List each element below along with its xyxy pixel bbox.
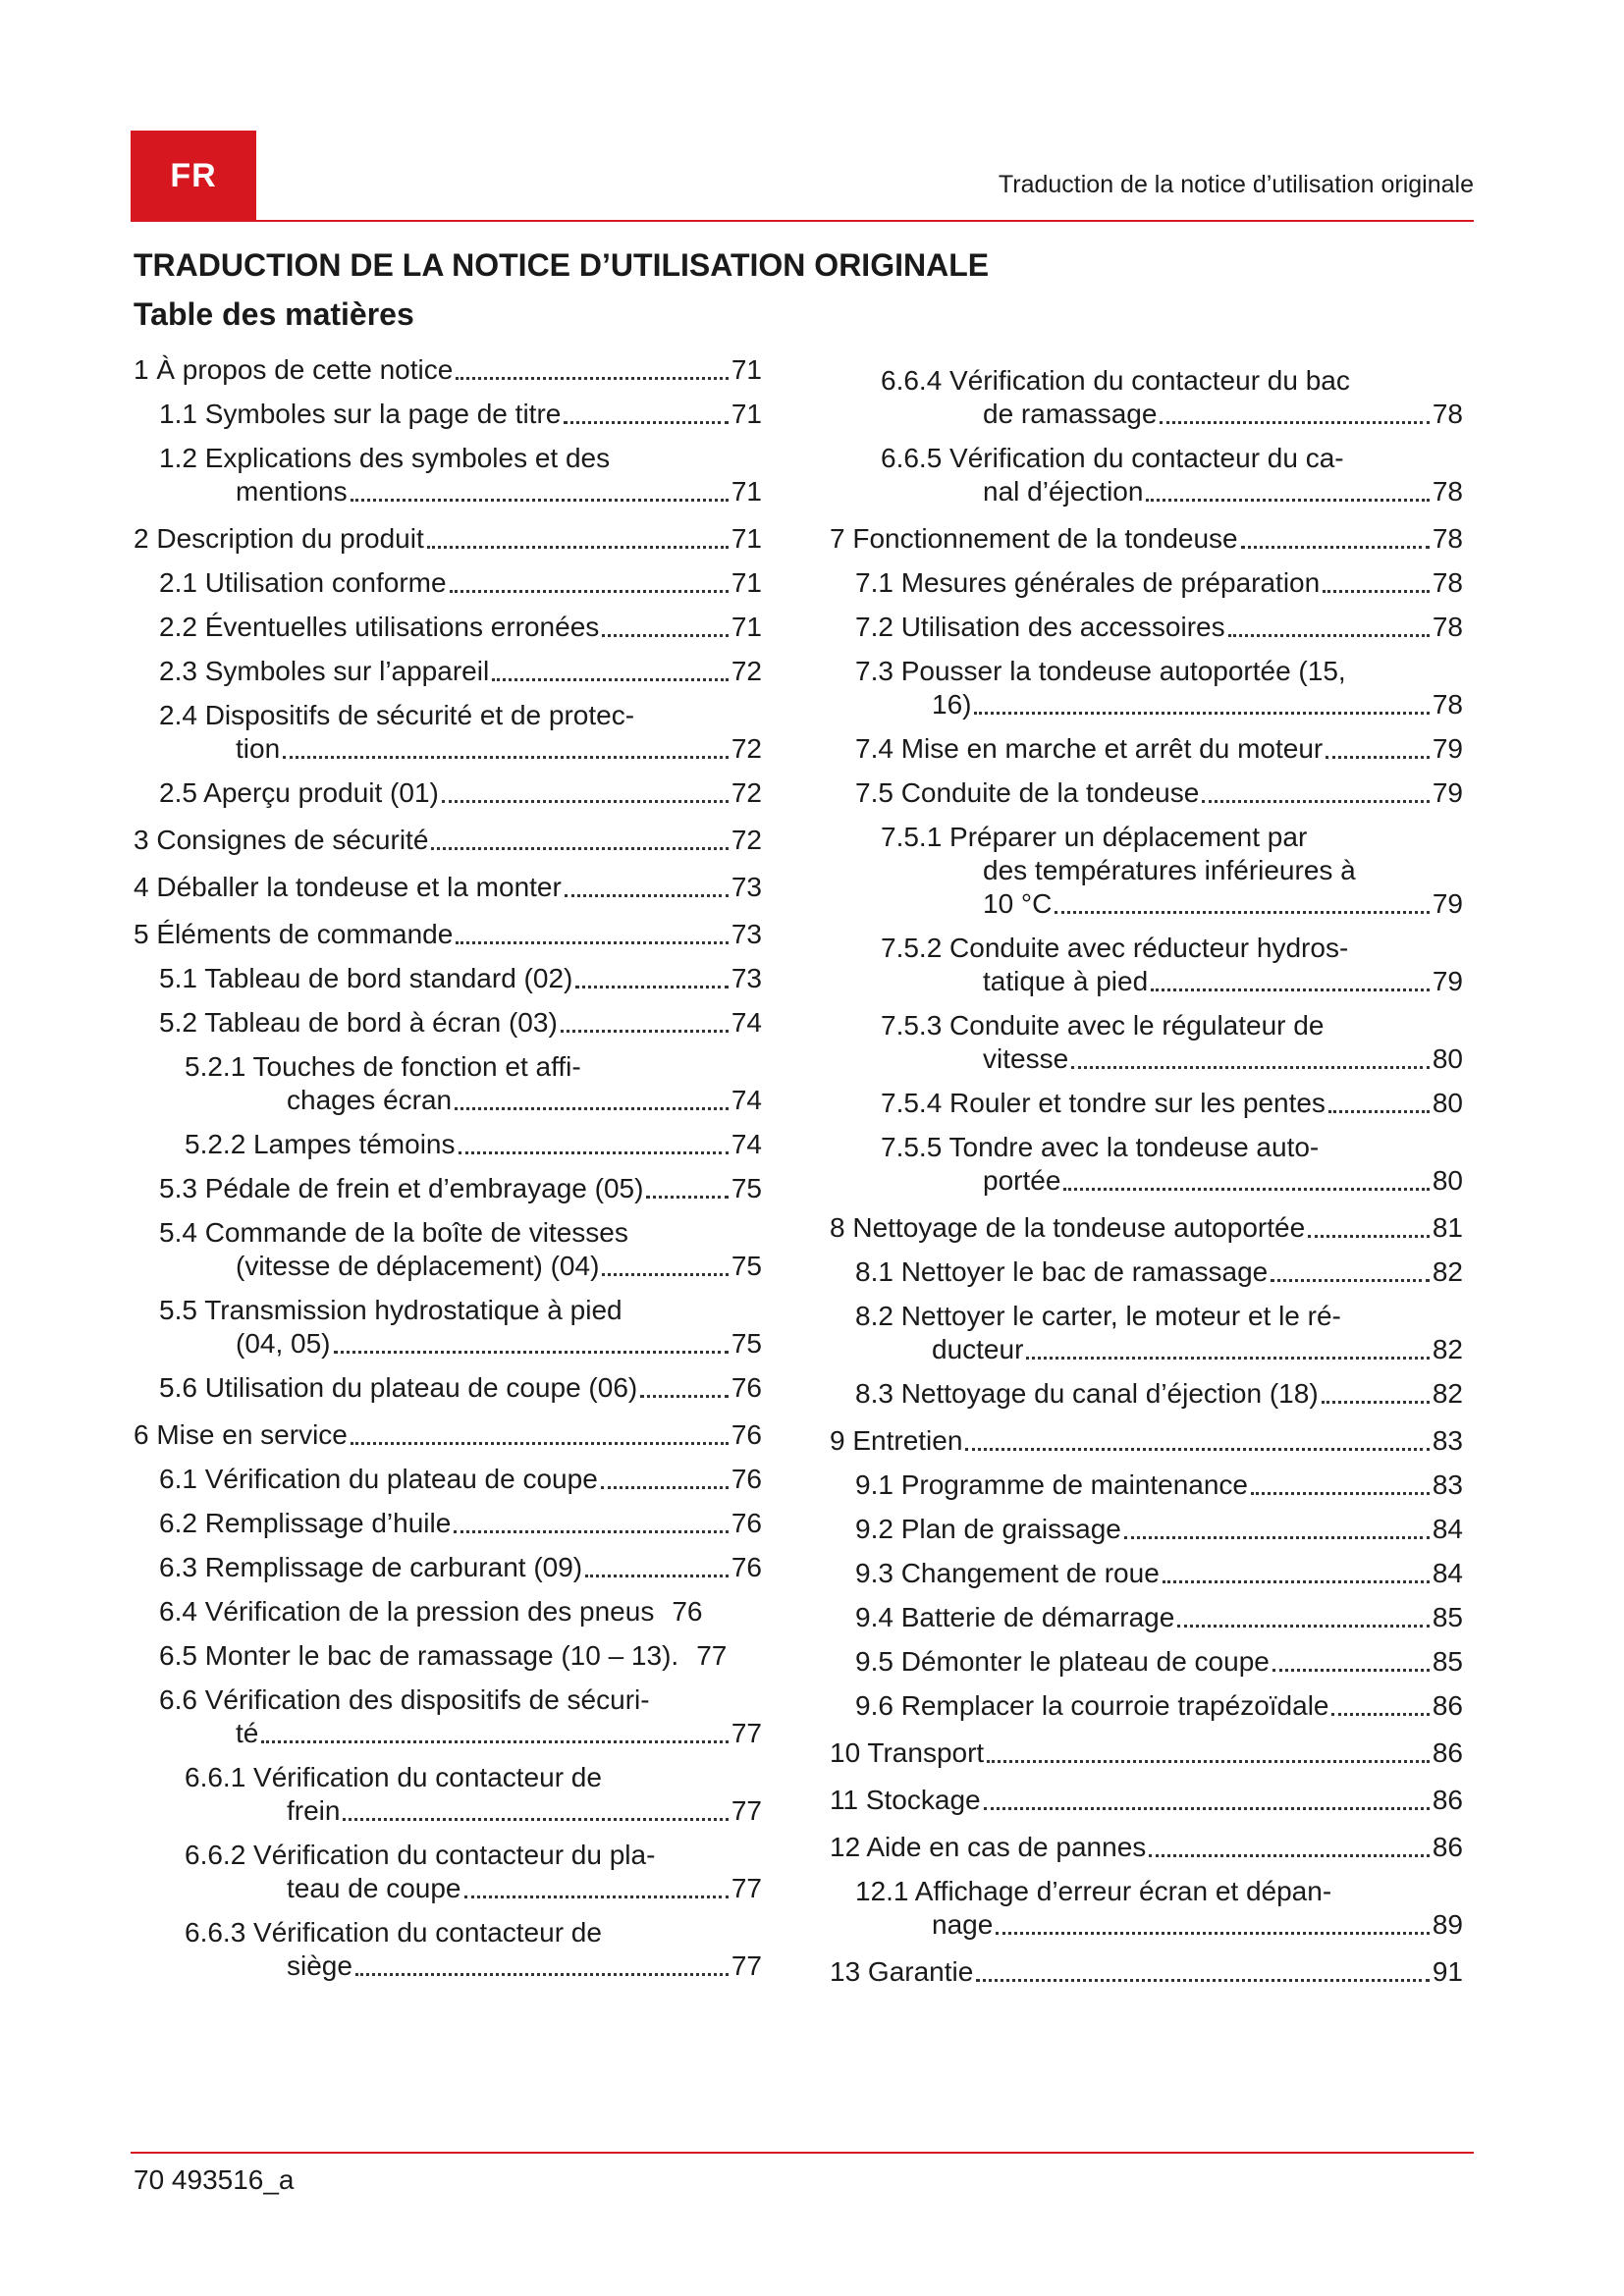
toc-entry-title: 2.3 Symboles sur l’appareil xyxy=(159,656,490,686)
toc-entry[interactable] xyxy=(830,776,1463,810)
toc-entry[interactable] xyxy=(134,1551,762,1584)
toc-entry-title: 9 Entretien xyxy=(830,1425,963,1456)
toc-entry-title: 2.5 Aperçu produit (01) xyxy=(159,777,439,808)
toc-page-number: 71 xyxy=(731,612,762,642)
toc-entry[interactable] xyxy=(830,1875,1463,1942)
toc-entry[interactable] xyxy=(134,776,762,810)
toc-entry-title: 9.1 Programme de maintenance xyxy=(855,1469,1248,1500)
toc-leader-dots xyxy=(492,678,729,681)
toc-entry-last-line xyxy=(855,1333,1463,1366)
toc-entry[interactable] xyxy=(830,1009,1463,1076)
toc-leader-dots xyxy=(1308,1235,1430,1238)
toc-page-number: 77 xyxy=(731,1950,762,1981)
toc-entry-title: 5.2.1 Touches de fonction et affi- xyxy=(185,1051,581,1082)
toc-page-number: 75 xyxy=(731,1328,762,1359)
toc-entry[interactable] xyxy=(830,1377,1463,1411)
toc-entry-title: 5.4 Commande de la boîte de vitesses xyxy=(159,1217,628,1248)
toc-heading: Table des matières xyxy=(134,296,414,332)
toc-entry-last-line xyxy=(881,398,1463,431)
toc-entry-title-end: (vitesse de déplacement) (04) xyxy=(236,1251,600,1281)
toc-entry[interactable] xyxy=(830,1784,1463,1817)
toc-entry-title: 6.6 Vérification des dispositifs de sécuri- xyxy=(159,1684,650,1715)
toc-leader-dots xyxy=(1323,590,1430,593)
toc-entry-last-line xyxy=(855,1908,1463,1942)
toc-page-number: 74 xyxy=(731,1007,762,1038)
toc-entry[interactable] xyxy=(830,1255,1463,1289)
document-number: 70 493516_a xyxy=(134,2164,295,2195)
toc-entry-title: 5.6 Utilisation du plateau de coupe (06) xyxy=(159,1372,638,1403)
toc-entry-title: 6.1 Vérification du plateau de coupe xyxy=(159,1464,598,1494)
toc-leader-dots xyxy=(1071,1066,1430,1069)
toc-leader-dots xyxy=(561,1030,729,1033)
toc-entry-title: 5.2.2 Lampes témoins xyxy=(185,1129,456,1159)
toc-entry[interactable] xyxy=(134,1761,762,1828)
toc-leader-dots xyxy=(456,941,729,944)
toc-leader-dots xyxy=(1328,1110,1430,1113)
toc-leader-dots xyxy=(601,1486,729,1489)
toc-entry[interactable] xyxy=(830,611,1463,644)
toc-page-number: 74 xyxy=(731,1085,762,1115)
toc-entry-title: 6.6.4 Vérification du contacteur du bac xyxy=(881,365,1350,396)
toc-leader-dots xyxy=(343,1818,728,1821)
toc-entry-last-line xyxy=(881,475,1463,508)
toc-entry[interactable] xyxy=(134,1371,762,1405)
toc-entry-title: 12 Aide en cas de pannes xyxy=(830,1832,1147,1862)
toc-entry-title: 6.2 Remplissage d’huile xyxy=(159,1508,452,1538)
toc-entry-title-end: tatique à pied xyxy=(983,966,1149,996)
toc-entry-title: 9.2 Plan de graissage xyxy=(855,1514,1121,1544)
toc-entry-title: 9.4 Batterie de démarrage xyxy=(855,1602,1175,1632)
toc-entry-last-line xyxy=(159,1327,762,1361)
toc-leader-dots xyxy=(442,800,729,803)
toc-page-number: 86 xyxy=(1432,1690,1463,1721)
toc-page-number: 72 xyxy=(731,656,762,686)
toc-leader-dots xyxy=(1251,1492,1430,1495)
toc-entry-title: 8.1 Nettoyer le bac de ramassage xyxy=(855,1256,1269,1287)
toc-entry[interactable] xyxy=(830,1513,1463,1546)
toc-entry[interactable] xyxy=(134,1683,762,1750)
toc-entry-last-line xyxy=(881,1042,1463,1076)
toc-entry-title: 2.4 Dispositifs de sécurité et de protec- xyxy=(159,700,635,730)
toc-leader-dots xyxy=(1055,911,1430,914)
toc-leader-dots xyxy=(646,1196,728,1199)
toc-page-number: 79 xyxy=(1432,777,1463,808)
toc-leader-dots xyxy=(996,1932,1430,1935)
toc-entry[interactable] xyxy=(134,1006,762,1040)
toc-entry-last-line xyxy=(185,1794,762,1828)
toc-page-number: 76 xyxy=(731,1419,762,1450)
toc-entry[interactable] xyxy=(830,1211,1463,1245)
toc-entry[interactable] xyxy=(134,566,762,600)
toc-entry-title-end: nage xyxy=(932,1909,994,1940)
toc-entry[interactable] xyxy=(830,932,1463,998)
toc-page-number: 85 xyxy=(1432,1602,1463,1632)
toc-page-number: 84 xyxy=(1432,1514,1463,1544)
toc-entry-last-line xyxy=(881,887,1463,921)
toc-entry[interactable] xyxy=(830,1831,1463,1864)
toc-entry-title: 7.5.1 Préparer un déplacement par xyxy=(881,822,1308,852)
toc-page-number: 71 xyxy=(731,476,762,507)
toc-entry[interactable] xyxy=(134,1050,762,1117)
toc-leader-dots xyxy=(1177,1625,1430,1628)
toc-entry-last-line xyxy=(855,688,1463,721)
toc-entry[interactable] xyxy=(830,442,1463,508)
toc-entry-title-end: siège xyxy=(287,1950,352,1981)
toc-entry-title: 13 Garantie xyxy=(830,1956,974,1987)
toc-entry[interactable] xyxy=(134,962,762,995)
toc-entry-title: 6.6.3 Vérification du contacteur de xyxy=(185,1917,602,1948)
toc-entry-title-end: 16) xyxy=(932,689,972,720)
toc-entry-last-line xyxy=(159,1250,762,1283)
toc-page-number: 76 xyxy=(731,1508,762,1538)
toc-leader-dots xyxy=(1241,546,1430,549)
toc-page-number: 72 xyxy=(731,825,762,855)
toc-entry-title-end: tion xyxy=(236,733,281,764)
toc-entry-title: 1.1 Symboles sur la page de titre xyxy=(159,399,562,429)
toc-leader-dots xyxy=(564,421,729,424)
toc-page-number: 75 xyxy=(731,1251,762,1281)
toc-entry-title-end: mentions xyxy=(236,476,348,507)
toc-entry[interactable] xyxy=(830,566,1463,600)
toc-leader-dots xyxy=(1326,756,1430,759)
toc-entry-title: 10 Transport xyxy=(830,1737,985,1768)
toc-entry[interactable] xyxy=(830,1087,1463,1120)
toc-entry-title-end: vitesse xyxy=(983,1043,1069,1074)
toc-leader-dots xyxy=(427,546,729,549)
toc-leader-dots xyxy=(1026,1357,1429,1360)
toc-page-number: 82 xyxy=(1432,1378,1463,1409)
toc-page-number: 73 xyxy=(731,963,762,993)
toc-entry-title: 9.3 Changement de roue xyxy=(855,1558,1160,1588)
toc-leader-dots xyxy=(1272,1669,1430,1672)
toc-page-number: 80 xyxy=(1432,1043,1463,1074)
toc-leader-dots xyxy=(1271,1279,1430,1282)
toc-entry-title: 6.3 Remplissage de carburant (09) xyxy=(159,1552,583,1582)
toc-entry-title-continued: des températures inférieures à xyxy=(983,855,1356,885)
toc-page-number: 77 xyxy=(731,1873,762,1903)
toc-leader-dots xyxy=(1163,1580,1430,1583)
toc-entry-title-end: teau de coupe xyxy=(287,1873,461,1903)
toc-page-number: 85 xyxy=(1432,1646,1463,1677)
toc-entry-last-line xyxy=(159,732,762,766)
toc-entry-title: 8.3 Nettoyage du canal d’éjection (18) xyxy=(855,1378,1319,1409)
header-divider xyxy=(131,220,1474,222)
toc-entry-title: 8 Nettoyage de la tondeuse autoportée xyxy=(830,1212,1306,1243)
toc-entry-title: 6.4 Vérification de la pression des pneus xyxy=(159,1596,655,1627)
toc-leader-dots xyxy=(459,1151,729,1154)
toc-entry[interactable] xyxy=(134,824,762,857)
toc-page-number: 91 xyxy=(1432,1956,1463,1987)
toc-page-number: 72 xyxy=(731,733,762,764)
toc-entry[interactable] xyxy=(830,1424,1463,1458)
toc-page-number: 82 xyxy=(1432,1334,1463,1364)
toc-entry-title: 6 Mise en service xyxy=(134,1419,348,1450)
toc-page-number: 79 xyxy=(1432,888,1463,919)
toc-entry-title: 7.5.3 Conduite avec le régulateur de xyxy=(881,1010,1325,1041)
toc-entry-last-line xyxy=(881,1164,1463,1198)
toc-entry-title: 6.6.5 Vérification du contacteur du ca- xyxy=(881,443,1344,473)
running-header-title: Traduction de la notice d’utilisation originale xyxy=(998,171,1474,198)
toc-entry[interactable] xyxy=(830,821,1463,921)
toc-leader-dots xyxy=(984,1807,1430,1810)
toc-entry[interactable] xyxy=(830,1300,1463,1366)
toc-page-number: 83 xyxy=(1432,1469,1463,1500)
toc-leader-dots xyxy=(283,756,729,759)
toc-entry-title-end: chages écran xyxy=(287,1085,453,1115)
toc-entry[interactable] xyxy=(134,699,762,766)
toc-leader-dots xyxy=(987,1760,1430,1763)
toc-right-column xyxy=(830,353,1463,1989)
toc-left-column xyxy=(134,353,762,1983)
toc-entry[interactable] xyxy=(830,364,1463,431)
toc-entry-last-line xyxy=(159,1717,762,1750)
toc-leader-dots xyxy=(602,634,729,637)
toc-entry[interactable] xyxy=(134,522,762,556)
toc-leader-dots xyxy=(976,1979,1430,1982)
toc-entry-title: 7.5.2 Conduite avec réducteur hydros- xyxy=(881,933,1349,963)
toc-page-number: 78 xyxy=(1432,399,1463,429)
toc-leader-dots xyxy=(456,377,729,380)
toc-leader-dots xyxy=(1202,800,1430,803)
toc-leader-dots xyxy=(431,847,728,850)
toc-entry-title-end: de ramassage xyxy=(983,399,1158,429)
toc-entry[interactable] xyxy=(134,1595,762,1629)
toc-entry[interactable] xyxy=(830,1955,1463,1989)
toc-entry[interactable] xyxy=(830,1468,1463,1502)
toc-entry-title-end: portée xyxy=(983,1165,1061,1196)
toc-page-number: 79 xyxy=(1432,733,1463,764)
toc-leader-dots xyxy=(1146,499,1429,502)
toc-entry[interactable] xyxy=(134,918,762,951)
toc-page-number: 86 xyxy=(1432,1832,1463,1862)
toc-entry-title: 1 À propos de cette notice xyxy=(134,354,454,385)
toc-page-number: 71 xyxy=(731,567,762,598)
toc-page-number: 78 xyxy=(1432,567,1463,598)
toc-page-number: 86 xyxy=(1432,1785,1463,1815)
toc-leader-dots xyxy=(351,499,729,502)
toc-page-number: 76 xyxy=(672,1596,703,1627)
toc-leader-dots xyxy=(1124,1536,1430,1539)
toc-page-number: 80 xyxy=(1432,1165,1463,1196)
toc-entry[interactable] xyxy=(134,1916,762,1983)
toc-entry-title: 5.3 Pédale de frein et d’embrayage (05) xyxy=(159,1173,644,1203)
toc-page-number: 76 xyxy=(731,1464,762,1494)
toc-leader-dots xyxy=(1228,634,1430,637)
toc-entry-title: 7.4 Mise en marche et arrêt du moteur xyxy=(855,733,1324,764)
toc-leader-dots xyxy=(602,1273,728,1276)
toc-leader-dots xyxy=(1331,1713,1429,1716)
toc-entry-title-end: frein xyxy=(287,1795,341,1826)
toc-entry[interactable] xyxy=(134,353,762,387)
toc-entry[interactable] xyxy=(830,1689,1463,1723)
toc-entry-title: 7.5 Conduite de la tondeuse xyxy=(855,777,1200,808)
toc-entry-title-end: ducteur xyxy=(932,1334,1024,1364)
toc-entry-last-line xyxy=(159,475,762,508)
toc-entry[interactable] xyxy=(830,732,1463,766)
toc-entry-title: 5 Éléments de commande xyxy=(134,919,454,949)
toc-entry-title: 7.2 Utilisation des accessoires xyxy=(855,612,1225,642)
toc-entry[interactable] xyxy=(134,1839,762,1905)
toc-leader-dots xyxy=(1160,421,1429,424)
toc-entry-title: 6.5 Monter le bac de ramassage (10 – 13). xyxy=(159,1640,679,1671)
toc-entry[interactable] xyxy=(830,1601,1463,1634)
toc-entry[interactable] xyxy=(830,1131,1463,1198)
toc-entry-title: 7.5.5 Tondre avec la tondeuse auto- xyxy=(881,1132,1320,1162)
toc-page-number: 71 xyxy=(731,354,762,385)
toc-page-number: 71 xyxy=(731,399,762,429)
toc-leader-dots xyxy=(334,1351,729,1354)
toc-entry-title: 2 Description du produit xyxy=(134,523,424,554)
toc-page-number: 78 xyxy=(1432,476,1463,507)
toc-entry-title: 9.5 Démonter le plateau de coupe xyxy=(855,1646,1270,1677)
toc-entry-title-end: (04, 05) xyxy=(236,1328,331,1359)
toc-entry-title: 7 Fonctionnement de la tondeuse xyxy=(830,523,1238,554)
toc-entry[interactable] xyxy=(830,1736,1463,1770)
toc-leader-dots xyxy=(575,986,729,988)
toc-entry[interactable] xyxy=(134,655,762,688)
toc-entry[interactable] xyxy=(134,1507,762,1540)
toc-entry-title: 2.2 Éventuelles utilisations erronées xyxy=(159,612,600,642)
toc-page-number: 89 xyxy=(1432,1909,1463,1940)
toc-page-number: 76 xyxy=(731,1552,762,1582)
footer-divider xyxy=(131,2152,1474,2154)
toc-page-number: 72 xyxy=(731,777,762,808)
toc-leader-dots xyxy=(1063,1188,1429,1191)
toc-page-number: 77 xyxy=(696,1640,728,1671)
toc-leader-dots xyxy=(464,1896,729,1898)
language-badge: FR xyxy=(131,131,256,221)
toc-entry-last-line xyxy=(185,1872,762,1905)
toc-leader-dots xyxy=(965,1448,1429,1451)
toc-page-number: 74 xyxy=(731,1129,762,1159)
toc-entry-title: 3 Consignes de sécurité xyxy=(134,825,429,855)
toc-leader-dots xyxy=(1151,988,1430,991)
toc-entry-title: 4 Déballer la tondeuse et la monter xyxy=(134,872,562,902)
toc-entry[interactable] xyxy=(134,1418,762,1452)
toc-page-number: 73 xyxy=(731,872,762,902)
toc-page-number: 77 xyxy=(731,1795,762,1826)
toc-page-number: 86 xyxy=(1432,1737,1463,1768)
toc-entry-title-end: té xyxy=(236,1718,259,1748)
toc-leader-dots xyxy=(261,1740,728,1743)
toc-leader-dots xyxy=(355,1973,729,1976)
toc-leader-dots xyxy=(454,1530,729,1533)
toc-entry-title: 7.1 Mesures générales de préparation xyxy=(855,567,1321,598)
toc-entry-title: 6.6.2 Vérification du contacteur du pla- xyxy=(185,1840,656,1870)
toc-entry-title: 1.2 Explications des symboles et des xyxy=(159,443,611,473)
toc-entry-title: 6.6.1 Vérification du contacteur de xyxy=(185,1762,602,1792)
toc-entry-title: 7.5.4 Rouler et tondre sur les pentes xyxy=(881,1088,1326,1118)
toc-entry-title: 2.1 Utilisation conforme xyxy=(159,567,447,598)
toc-leader-dots xyxy=(565,894,729,897)
toc-entry[interactable] xyxy=(134,398,762,431)
toc-entry-title: 5.5 Transmission hydrostatique à pied xyxy=(159,1295,623,1325)
toc-entry-title: 8.2 Nettoyer le carter, le moteur et le ré- xyxy=(855,1301,1341,1331)
toc-leader-dots xyxy=(974,712,1429,715)
toc-entry-title: 5.1 Tableau de bord standard (02) xyxy=(159,963,573,993)
toc-page-number: 75 xyxy=(731,1173,762,1203)
toc-leader-dots xyxy=(351,1442,729,1445)
toc-entry-title: 12.1 Affichage d’erreur écran et dépan- xyxy=(855,1876,1332,1906)
toc-entry-last-line xyxy=(185,1084,762,1117)
toc-entry[interactable] xyxy=(134,1216,762,1283)
toc-leader-dots xyxy=(455,1107,729,1110)
toc-entry[interactable] xyxy=(830,655,1463,721)
toc-page-number: 83 xyxy=(1432,1425,1463,1456)
toc-page-number: 84 xyxy=(1432,1558,1463,1588)
toc-page-number: 71 xyxy=(731,523,762,554)
toc-page-number: 77 xyxy=(731,1718,762,1748)
toc-entry[interactable] xyxy=(134,611,762,644)
document-title: TRADUCTION DE LA NOTICE D’UTILISATION ORIGINALE xyxy=(134,247,990,283)
toc-entry-last-line xyxy=(881,965,1463,998)
toc-entry-last-line xyxy=(185,1949,762,1983)
toc-entry-title: 5.2 Tableau de bord à écran (03) xyxy=(159,1007,558,1038)
toc-entry-title: 7.3 Pousser la tondeuse autoportée (15, xyxy=(855,656,1346,686)
toc-page-number: 82 xyxy=(1432,1256,1463,1287)
toc-entry[interactable] xyxy=(830,1645,1463,1679)
toc-leader-dots xyxy=(585,1575,729,1577)
toc-entry-title: 11 Stockage xyxy=(830,1785,981,1815)
toc-entry[interactable] xyxy=(134,1639,762,1673)
toc-entry-title-end: 10 °C xyxy=(983,888,1053,919)
toc-leader-dots xyxy=(1149,1854,1430,1857)
toc-leader-dots xyxy=(450,590,729,593)
toc-page-number: 78 xyxy=(1432,612,1463,642)
toc-page-number: 78 xyxy=(1432,523,1463,554)
toc-leader-dots xyxy=(1322,1401,1430,1404)
toc-leader-dots xyxy=(640,1395,729,1398)
toc-entry-title-end: nal d’éjection xyxy=(983,476,1144,507)
toc-page-number: 80 xyxy=(1432,1088,1463,1118)
toc-page-number: 81 xyxy=(1432,1212,1463,1243)
toc-entry[interactable] xyxy=(134,1172,762,1205)
toc-page-number: 73 xyxy=(731,919,762,949)
toc-entry[interactable] xyxy=(830,1557,1463,1590)
toc-entry[interactable] xyxy=(134,871,762,904)
toc-page-number: 76 xyxy=(731,1372,762,1403)
toc-page-number: 78 xyxy=(1432,689,1463,720)
toc-entry[interactable] xyxy=(134,1463,762,1496)
toc-entry[interactable] xyxy=(134,1294,762,1361)
toc-entry-title: 9.6 Remplacer la courroie trapézoïdale xyxy=(855,1690,1329,1721)
toc-page-number: 79 xyxy=(1432,966,1463,996)
toc-entry[interactable] xyxy=(134,442,762,508)
toc-entry[interactable] xyxy=(134,1128,762,1161)
toc-entry[interactable] xyxy=(830,522,1463,556)
